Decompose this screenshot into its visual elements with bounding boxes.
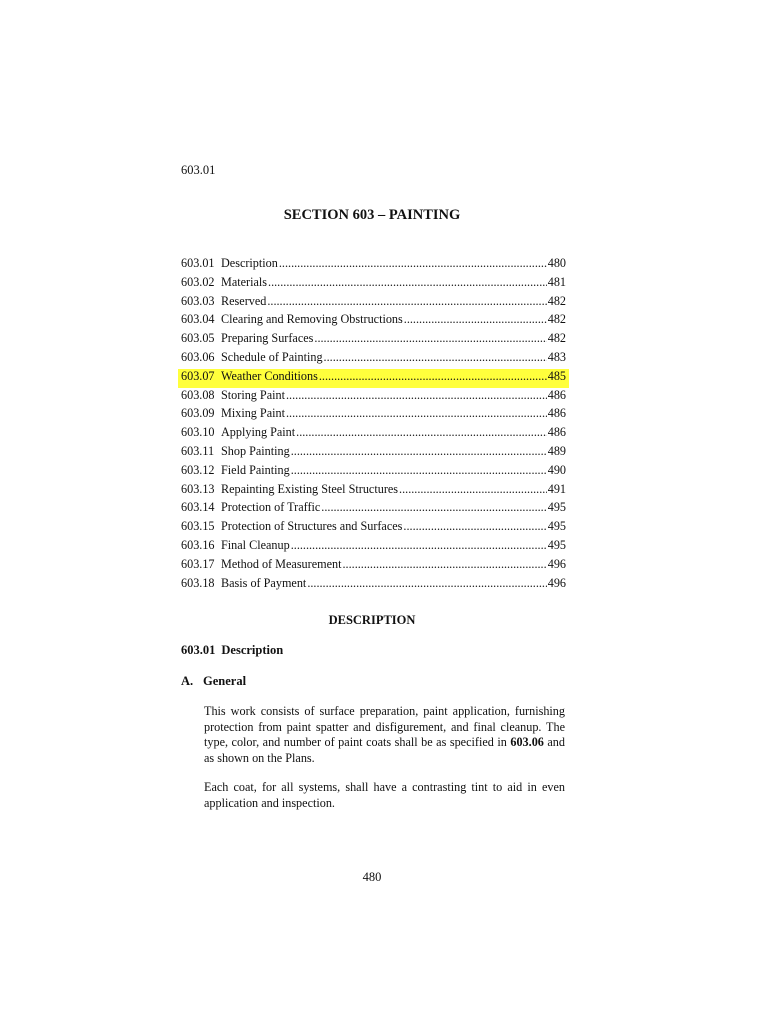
toc-leader-dots bbox=[343, 557, 547, 572]
toc-title: Method of Measurement bbox=[221, 556, 342, 571]
toc-page: 482 bbox=[547, 331, 566, 346]
toc-row[interactable] bbox=[181, 557, 566, 576]
toc-leader-dots bbox=[279, 256, 547, 271]
toc-page: 495 bbox=[547, 537, 566, 552]
toc-number: 603.01 bbox=[181, 256, 215, 270]
paragraph-tint: Each coat, for all systems, shall have a contrasting tint to aid in even application and inspection. bbox=[204, 780, 565, 810]
toc-title: Clearing and Removing Obstructions bbox=[221, 312, 403, 327]
toc-title: Preparing Surfaces bbox=[221, 331, 314, 346]
toc-title: Materials bbox=[221, 274, 268, 289]
toc-leader-dots bbox=[286, 406, 547, 421]
section-reference-link: 603.06 bbox=[510, 735, 544, 750]
toc-title: Protection of Traffic bbox=[221, 500, 321, 515]
toc-row[interactable] bbox=[181, 294, 566, 313]
toc-title: Basis of Payment bbox=[221, 575, 307, 590]
toc-row[interactable] bbox=[181, 576, 566, 595]
table-of-contents bbox=[181, 256, 566, 594]
toc-number: 603.05 bbox=[181, 331, 215, 346]
toc-leader-dots bbox=[268, 275, 547, 290]
toc-leader-dots bbox=[321, 500, 546, 515]
toc-page: 489 bbox=[547, 443, 566, 458]
toc-row[interactable] bbox=[181, 406, 566, 425]
toc-number: 603.12 bbox=[181, 462, 215, 477]
toc-leader-dots bbox=[296, 425, 547, 440]
description-heading: DESCRIPTION bbox=[328, 613, 416, 627]
general-title: General bbox=[203, 674, 247, 688]
toc-title: Protection of Structures and Surfaces bbox=[221, 519, 403, 534]
toc-number: 603.06 bbox=[181, 349, 215, 364]
toc-page: 483 bbox=[547, 349, 566, 364]
toc-row[interactable] bbox=[181, 425, 566, 444]
toc-number: 603.09 bbox=[181, 406, 215, 421]
toc-row[interactable] bbox=[181, 500, 566, 519]
toc-number: 603.18 bbox=[181, 575, 215, 590]
toc-leader-dots bbox=[403, 519, 546, 534]
toc-page: 482 bbox=[547, 312, 566, 327]
toc-page: 482 bbox=[547, 293, 566, 308]
toc-row[interactable] bbox=[181, 482, 566, 501]
toc-number: 603.14 bbox=[181, 500, 215, 515]
toc-leader-dots bbox=[399, 482, 547, 497]
toc-number: 603.03 bbox=[181, 293, 215, 308]
toc-page: 490 bbox=[547, 462, 566, 477]
toc-row[interactable] bbox=[181, 463, 566, 482]
toc-number: 603.16 bbox=[181, 537, 215, 552]
toc-row[interactable] bbox=[181, 256, 566, 275]
paragraph-text: This work consists of surface preparation, paint application, furnishing protection from paint spatter and disfigurement, and final cleanup. The type, color, and number of paint coats shall be as specified in bbox=[204, 704, 565, 750]
toc-page: 480 bbox=[547, 256, 566, 270]
toc-leader-dots bbox=[319, 369, 547, 384]
toc-page: 486 bbox=[547, 406, 566, 421]
toc-leader-dots bbox=[307, 576, 546, 591]
toc-page: 495 bbox=[547, 519, 566, 534]
toc-row[interactable] bbox=[181, 388, 566, 407]
toc-number: 603.02 bbox=[181, 274, 215, 289]
toc-leader-dots bbox=[291, 463, 547, 478]
subsection-heading bbox=[181, 643, 283, 658]
toc-page: 486 bbox=[547, 425, 566, 440]
toc-number: 603.04 bbox=[181, 312, 215, 327]
toc-number: 603.17 bbox=[181, 556, 215, 571]
page-number: 480 bbox=[362, 870, 382, 884]
toc-leader-dots bbox=[286, 388, 547, 403]
general-letter: A. bbox=[181, 674, 194, 688]
paragraph-text: and as shown on the Plans. bbox=[204, 735, 565, 765]
toc-title: Final Cleanup bbox=[221, 537, 290, 552]
toc-number: 603.15 bbox=[181, 519, 215, 534]
toc-title: Reserved bbox=[221, 293, 267, 308]
toc-number: 603.10 bbox=[181, 425, 215, 440]
toc-page: 496 bbox=[547, 575, 566, 590]
toc-title: Applying Paint bbox=[221, 425, 296, 440]
toc-page: 486 bbox=[547, 387, 566, 402]
toc-title: Description bbox=[221, 256, 278, 270]
toc-row[interactable] bbox=[181, 312, 566, 331]
toc-leader-dots bbox=[404, 312, 547, 327]
toc-number: 603.08 bbox=[181, 387, 215, 402]
toc-leader-dots bbox=[291, 444, 547, 459]
toc-number: 603.07 bbox=[181, 368, 215, 383]
toc-leader-dots bbox=[291, 538, 547, 553]
toc-number: 603.13 bbox=[181, 481, 215, 496]
toc-row[interactable] bbox=[181, 444, 566, 463]
toc-row[interactable] bbox=[181, 519, 566, 538]
section-title: SECTION 603 – PAINTING bbox=[283, 207, 461, 223]
toc-page: 481 bbox=[547, 274, 566, 289]
toc-title: Schedule of Painting bbox=[221, 349, 323, 364]
toc-title: Mixing Paint bbox=[221, 406, 285, 421]
toc-number: 603.11 bbox=[181, 443, 215, 458]
toc-title: Shop Painting bbox=[221, 443, 290, 458]
toc-row[interactable] bbox=[181, 331, 566, 350]
toc-leader-dots bbox=[314, 331, 546, 346]
toc-leader-dots bbox=[267, 294, 546, 309]
toc-row-highlighted[interactable] bbox=[178, 369, 569, 388]
toc-title: Field Painting bbox=[221, 462, 290, 477]
toc-page: 491 bbox=[547, 481, 566, 496]
toc-page: 496 bbox=[547, 556, 566, 571]
general-heading bbox=[181, 674, 246, 689]
toc-page: 495 bbox=[547, 500, 566, 515]
toc-leader-dots bbox=[324, 350, 547, 365]
toc-row[interactable] bbox=[181, 275, 566, 294]
toc-title: Weather Conditions bbox=[221, 368, 318, 383]
toc-title: Storing Paint bbox=[221, 387, 285, 402]
toc-row[interactable] bbox=[181, 538, 566, 557]
subsection-title: Description bbox=[221, 643, 284, 657]
toc-row[interactable] bbox=[181, 350, 566, 369]
subsection-number: 603.01 bbox=[181, 643, 216, 657]
toc-title: Repainting Existing Steel Structures bbox=[221, 481, 399, 496]
header-section-number: 603.01 bbox=[181, 163, 216, 177]
paragraph-general bbox=[204, 704, 565, 766]
toc-page: 485 bbox=[547, 368, 566, 383]
